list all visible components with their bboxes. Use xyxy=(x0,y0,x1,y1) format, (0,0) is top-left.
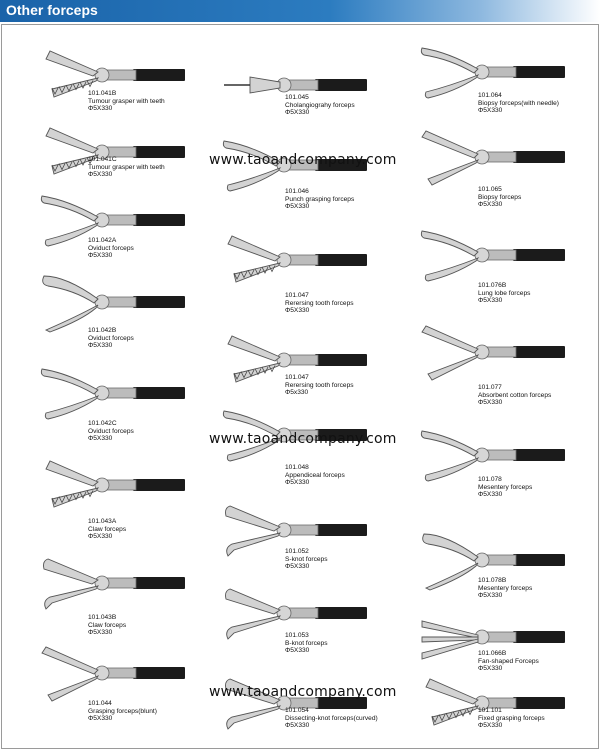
instrument-code: 101.048 xyxy=(285,464,309,471)
instrument-name: B-knot forceps xyxy=(285,639,328,647)
instrument-size: Φ5X330 xyxy=(478,592,503,600)
instrument-name: Tumour grasper with teeth xyxy=(88,163,165,171)
instrument-name: Fixed grasping forceps xyxy=(478,714,545,722)
instrument-code: 101.047 xyxy=(285,292,309,299)
instrument-name: Cholangiograhy forceps xyxy=(285,101,355,109)
instrument-size: Φ5X330 xyxy=(285,109,310,117)
instrument-size: Φ5X330 xyxy=(285,307,310,315)
instrument-size: Φ5X330 xyxy=(478,399,503,407)
instrument-label xyxy=(88,237,134,260)
instrument-name: Dissecting-knot forceps(curved) xyxy=(285,714,378,722)
instrument-label xyxy=(478,476,532,499)
forceps-illustration xyxy=(38,643,228,705)
instrument-code: 101.045 xyxy=(285,94,309,101)
instrument-size: Φ5X330 xyxy=(478,201,503,209)
instrument-name: Rerersing tooth forceps xyxy=(285,299,354,307)
instrument-label xyxy=(88,156,165,179)
instrument-label xyxy=(285,464,345,487)
instrument-name: Biopsy forceps xyxy=(478,193,522,201)
instrument-name: Lung lobe forceps xyxy=(478,289,531,297)
instrument-size: Φ5X330 xyxy=(88,629,113,637)
instrument-size: Φ5X330 xyxy=(285,647,310,655)
instrument-size: Φ5X330 xyxy=(88,171,113,179)
instrument-code: 101.046 xyxy=(285,188,309,195)
instrument-code: 101.043B xyxy=(88,614,117,621)
instrument-code: 101.044 xyxy=(88,700,112,707)
instrument-name: Claw forceps xyxy=(88,525,127,533)
watermark-text: www.taoandcompany.com xyxy=(209,152,397,168)
instrument-label xyxy=(478,186,521,209)
instrument-label xyxy=(285,188,354,211)
instrument-code: 101.042C xyxy=(88,420,117,427)
instrument-size: Φ5X330 xyxy=(478,491,503,499)
instrument-label xyxy=(285,374,354,397)
instrument-name: Mesentery forceps xyxy=(478,584,533,592)
instrument-name: Absorbent cotton forceps xyxy=(478,391,552,399)
instrument-size: Φ5X330 xyxy=(88,715,113,723)
instrument-code: 101.041C xyxy=(88,156,117,163)
instrument-label xyxy=(478,92,559,115)
instrument-code: 101.052 xyxy=(285,548,309,555)
instrument-label xyxy=(88,518,126,541)
instrument-label xyxy=(285,292,354,315)
instrument-code: 101.042B xyxy=(88,327,117,334)
instrument-label xyxy=(285,632,328,655)
forceps-illustration xyxy=(38,272,228,334)
instrument-name: S-knot forceps xyxy=(285,555,328,563)
instrument-label xyxy=(285,707,378,730)
instrument-size: Φ5X330 xyxy=(478,722,503,730)
instrument-size: Φ5X330 xyxy=(88,435,113,443)
instrument-code: 101.064 xyxy=(478,92,502,99)
instrument-code: 101.076B xyxy=(478,282,507,289)
forceps-illustration xyxy=(38,455,228,517)
instrument-name: Claw forceps xyxy=(88,621,127,629)
instrument-size: Φ5X330 xyxy=(285,203,310,211)
instrument-code: 101.065 xyxy=(478,186,502,193)
instrument-name: Grasping forceps(blunt) xyxy=(88,707,157,715)
instrument-size: Φ5X330 xyxy=(88,533,113,541)
instrument-code: 101.047 xyxy=(285,374,309,381)
instrument-size: Φ5X330 xyxy=(88,105,113,113)
instrument-label xyxy=(478,707,545,730)
instrument-code: 101.078 xyxy=(478,476,502,483)
forceps-illustration xyxy=(418,322,600,384)
instrument-label xyxy=(478,384,551,407)
instrument-name: Oviduct forceps xyxy=(88,427,134,435)
instrument-size: Φ5X330 xyxy=(88,252,113,260)
instrument-label xyxy=(478,577,532,600)
instrument-code: 101.066B xyxy=(478,650,507,657)
instrument-label xyxy=(285,94,355,117)
instrument-name: Oviduct forceps xyxy=(88,244,134,252)
instrument-name: Oviduct forceps xyxy=(88,334,134,342)
instrument-code: 101.053 xyxy=(285,632,309,639)
instrument-code: 101.101 xyxy=(478,707,502,714)
instrument-code: 101.078B xyxy=(478,577,507,584)
instrument-name: Mesentery forceps xyxy=(478,483,533,491)
instrument-size: Φ5X330 xyxy=(285,563,310,571)
instrument-name: Appendiceal forceps xyxy=(285,471,345,479)
instrument-size: Φ5X330 xyxy=(478,107,503,115)
instrument-size: Φ5X330 xyxy=(285,722,310,730)
instrument-code: 101.041B xyxy=(88,90,117,97)
instrument-label xyxy=(88,700,157,723)
instrument-label xyxy=(88,327,134,350)
instrument-label xyxy=(478,282,530,305)
instrument-name: Biopsy forceps(with needle) xyxy=(478,99,559,107)
instrument-name: Punch grasping forceps xyxy=(285,195,355,203)
forceps-illustration xyxy=(38,553,228,615)
instrument-label xyxy=(88,90,165,113)
instrument-name: Fan-shaped Forceps xyxy=(478,657,539,665)
instrument-label xyxy=(285,548,328,571)
instrument-code: 101.043A xyxy=(88,518,117,525)
instrument-size: Φ5X330 xyxy=(285,479,310,487)
instrument-name: Tumour grasper with teeth xyxy=(88,97,165,105)
watermark-text: www.taoandcompany.com xyxy=(209,431,397,447)
instrument-label xyxy=(478,650,539,673)
section-title: Other forceps xyxy=(6,2,98,18)
instrument-size: Φ5X330 xyxy=(478,665,503,673)
forceps-illustration xyxy=(38,363,228,425)
instrument-size: Φ5X330 xyxy=(88,342,113,350)
instrument-code: 101.054 xyxy=(285,707,309,714)
instrument-name: Rerersing tooth forceps xyxy=(285,381,354,389)
instrument-label xyxy=(88,614,126,637)
instrument-size: Φ5x330 xyxy=(285,389,309,397)
forceps-illustration xyxy=(220,230,410,292)
watermark-text: www.taoandcompany.com xyxy=(209,684,397,700)
forceps-illustration xyxy=(418,127,600,189)
instrument-code: 101.077 xyxy=(478,384,502,391)
forceps-illustration xyxy=(418,225,600,287)
instrument-label xyxy=(88,420,134,443)
instrument-code: 101.042A xyxy=(88,237,117,244)
instrument-size: Φ5X330 xyxy=(478,297,503,305)
